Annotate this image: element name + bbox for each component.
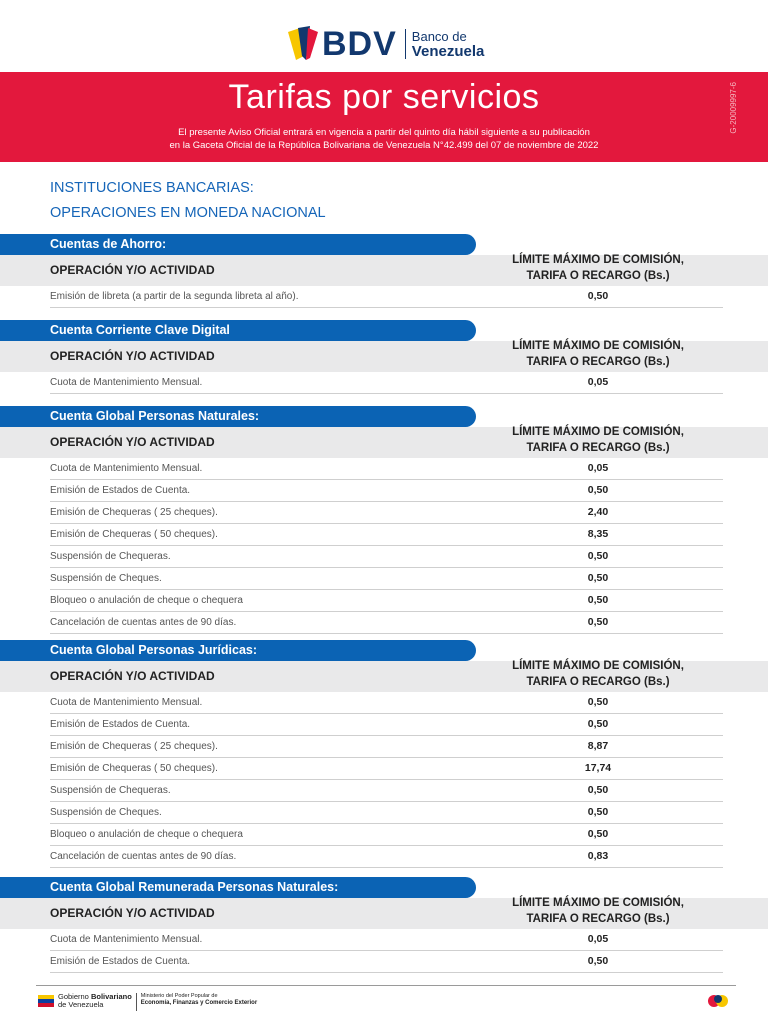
fee-value: 0,50 xyxy=(587,955,609,967)
limit-label-line2: TARIFA O RECARGO (Bs.) xyxy=(526,913,670,925)
table-row xyxy=(50,458,723,480)
fee-value: 0,50 xyxy=(587,484,609,496)
limit-column-label xyxy=(478,658,718,690)
operation-column-label: OPERACIÓN Y/O ACTIVIDAD xyxy=(50,435,215,449)
government-name xyxy=(58,993,132,1009)
tariff-section xyxy=(0,877,768,973)
ministry-name xyxy=(141,993,257,1006)
limit-label-line1: LÍMITE MÁXIMO DE COMISIÓN, xyxy=(512,340,684,352)
limit-column-label xyxy=(478,424,718,456)
government-logo xyxy=(38,993,257,1011)
table-row xyxy=(50,846,723,868)
bank-name xyxy=(412,29,485,59)
limit-label-line1: LÍMITE MÁXIMO DE COMISIÓN, xyxy=(512,897,684,909)
fee-value: 0,50 xyxy=(587,696,609,708)
limit-column-label xyxy=(478,252,718,284)
tariff-section xyxy=(0,234,768,308)
table-row xyxy=(50,929,723,951)
bdv-logo-icon xyxy=(288,26,318,62)
operation-name: Bloqueo o anulación de cheque o chequera xyxy=(50,595,243,606)
limit-label-line2: TARIFA O RECARGO (Bs.) xyxy=(526,270,670,282)
fee-value: 0,50 xyxy=(587,594,609,606)
operation-column-label: OPERACIÓN Y/O ACTIVIDAD xyxy=(50,263,215,277)
fee-value: 8,87 xyxy=(587,740,609,752)
table-row xyxy=(50,568,723,590)
operation-column-label: OPERACIÓN Y/O ACTIVIDAD xyxy=(50,906,215,920)
venezuela-flag-icon xyxy=(38,993,54,1009)
limit-column-label xyxy=(478,338,718,370)
title-banner xyxy=(0,72,768,162)
column-header xyxy=(0,661,768,692)
bank-name-line2: Venezuela xyxy=(411,43,485,60)
fee-value: 0,05 xyxy=(587,933,609,945)
section-title: Cuenta Global Personas Jurídicas: xyxy=(0,640,476,661)
page-title: Tarifas por servicios xyxy=(228,78,540,116)
tariff-section xyxy=(0,640,768,868)
limit-label-line2: TARIFA O RECARGO (Bs.) xyxy=(526,442,670,454)
table-row xyxy=(50,502,723,524)
gov-bold: Bolivariano xyxy=(90,992,132,1001)
column-header xyxy=(0,427,768,458)
operation-name: Suspensión de Chequeras. xyxy=(50,785,171,796)
table-row xyxy=(50,951,723,973)
table-row xyxy=(50,286,723,308)
limit-label-line1: LÍMITE MÁXIMO DE COMISIÓN, xyxy=(512,660,684,672)
operation-name: Cuota de Mantenimiento Mensual. xyxy=(50,697,203,708)
operation-name: Emisión de libreta (a partir de la segunda libreta al año). xyxy=(50,291,299,302)
fee-value: 0,50 xyxy=(587,572,609,584)
fee-value: 2,40 xyxy=(587,506,609,518)
operation-name: Cuota de Mantenimiento Mensual. xyxy=(50,377,203,388)
notice-line-2: en la Gaceta Oficial de la República Bolivariana de Venezuela N°42.499 del 07 de noviembre de 2022 xyxy=(169,139,599,151)
bdv-logo xyxy=(288,24,484,64)
column-header xyxy=(0,255,768,286)
operation-name: Cuota de Mantenimiento Mensual. xyxy=(50,934,203,945)
table-row xyxy=(50,524,723,546)
section-title: Cuenta Global Personas Naturales: xyxy=(0,406,476,427)
footer-divider xyxy=(36,985,736,986)
operation-name: Cancelación de cuentas antes de 90 días. xyxy=(50,851,237,862)
fee-value: 0,50 xyxy=(587,616,609,628)
rif-code: G-20009997-6 xyxy=(729,82,738,134)
limit-label-line2: TARIFA O RECARGO (Bs.) xyxy=(526,356,670,368)
operation-name: Suspensión de Chequeras. xyxy=(50,551,171,562)
operation-name: Emisión de Chequeras ( 25 cheques). xyxy=(50,741,218,752)
anniversary-logo-icon xyxy=(706,993,732,1009)
fee-value: 0,50 xyxy=(587,718,609,730)
gov-line2: de Venezuela xyxy=(58,1000,104,1009)
column-header xyxy=(0,898,768,929)
bank-name-line1: Banco de xyxy=(411,29,467,44)
fee-value: 0,05 xyxy=(587,376,609,388)
heading-operations: OPERACIONES EN MONEDA NACIONAL xyxy=(50,205,326,221)
table-row xyxy=(50,824,723,846)
operation-column-label: OPERACIÓN Y/O ACTIVIDAD xyxy=(50,669,215,683)
logo-divider xyxy=(405,29,406,59)
table-row xyxy=(50,546,723,568)
operation-column-label: OPERACIÓN Y/O ACTIVIDAD xyxy=(50,349,215,363)
notice-line-1: El presente Aviso Oficial entrará en vigencia a partir del quinto día hábil siguiente a su publicación xyxy=(178,127,590,138)
limit-label-line2: TARIFA O RECARGO (Bs.) xyxy=(526,676,670,688)
operation-name: Suspensión de Cheques. xyxy=(50,573,162,584)
table-row xyxy=(50,758,723,780)
fee-value: 17,74 xyxy=(584,762,612,774)
operation-name: Emisión de Chequeras ( 25 cheques). xyxy=(50,507,218,518)
fee-value: 0,50 xyxy=(587,550,609,562)
operation-name: Cancelación de cuentas antes de 90 días. xyxy=(50,617,237,628)
table-row xyxy=(50,590,723,612)
section-title: Cuentas de Ahorro: xyxy=(0,234,476,255)
limit-column-label xyxy=(478,895,718,927)
table-row xyxy=(50,780,723,802)
table-row xyxy=(50,480,723,502)
tariff-section xyxy=(0,406,768,634)
fee-value: 0,50 xyxy=(587,806,609,818)
limit-label-line1: LÍMITE MÁXIMO DE COMISIÓN, xyxy=(512,426,684,438)
gov-prefix: Gobierno xyxy=(58,992,89,1001)
table-row xyxy=(50,714,723,736)
operation-name: Emisión de Chequeras ( 50 cheques). xyxy=(50,529,218,540)
fee-value: 0,50 xyxy=(587,784,609,796)
table-row xyxy=(50,802,723,824)
operation-name: Cuota de Mantenimiento Mensual. xyxy=(50,463,203,474)
official-notice xyxy=(0,127,768,152)
brand-acronym: BDV xyxy=(322,25,397,63)
heading-institutions: INSTITUCIONES BANCARIAS: xyxy=(50,180,254,196)
fee-value: 0,50 xyxy=(587,828,609,840)
fee-value: 0,83 xyxy=(587,850,609,862)
section-title: Cuenta Corriente Clave Digital xyxy=(0,320,476,341)
operation-name: Emisión de Estados de Cuenta. xyxy=(50,485,191,496)
fee-value: 0,50 xyxy=(587,290,609,302)
limit-label-line1: LÍMITE MÁXIMO DE COMISIÓN, xyxy=(512,254,684,266)
ministry-line1: Ministerio del Poder Popular de xyxy=(140,993,218,999)
column-header xyxy=(0,341,768,372)
table-row xyxy=(50,372,723,394)
operation-name: Suspensión de Cheques. xyxy=(50,807,162,818)
fee-value: 0,05 xyxy=(587,462,609,474)
section-title: Cuenta Global Remunerada Personas Naturales: xyxy=(0,877,476,898)
table-row xyxy=(50,692,723,714)
gov-divider xyxy=(136,993,137,1011)
tariff-section xyxy=(0,320,768,394)
fee-value: 8,35 xyxy=(587,528,609,540)
operation-name: Emisión de Estados de Cuenta. xyxy=(50,956,191,967)
operation-name: Bloqueo o anulación de cheque o chequera xyxy=(50,829,243,840)
table-row xyxy=(50,612,723,634)
ministry-line2: Economía, Finanzas y Comercio Exterior xyxy=(140,999,258,1006)
operation-name: Emisión de Chequeras ( 50 cheques). xyxy=(50,763,218,774)
operation-name: Emisión de Estados de Cuenta. xyxy=(50,719,191,730)
table-row xyxy=(50,736,723,758)
footer xyxy=(0,985,768,1024)
